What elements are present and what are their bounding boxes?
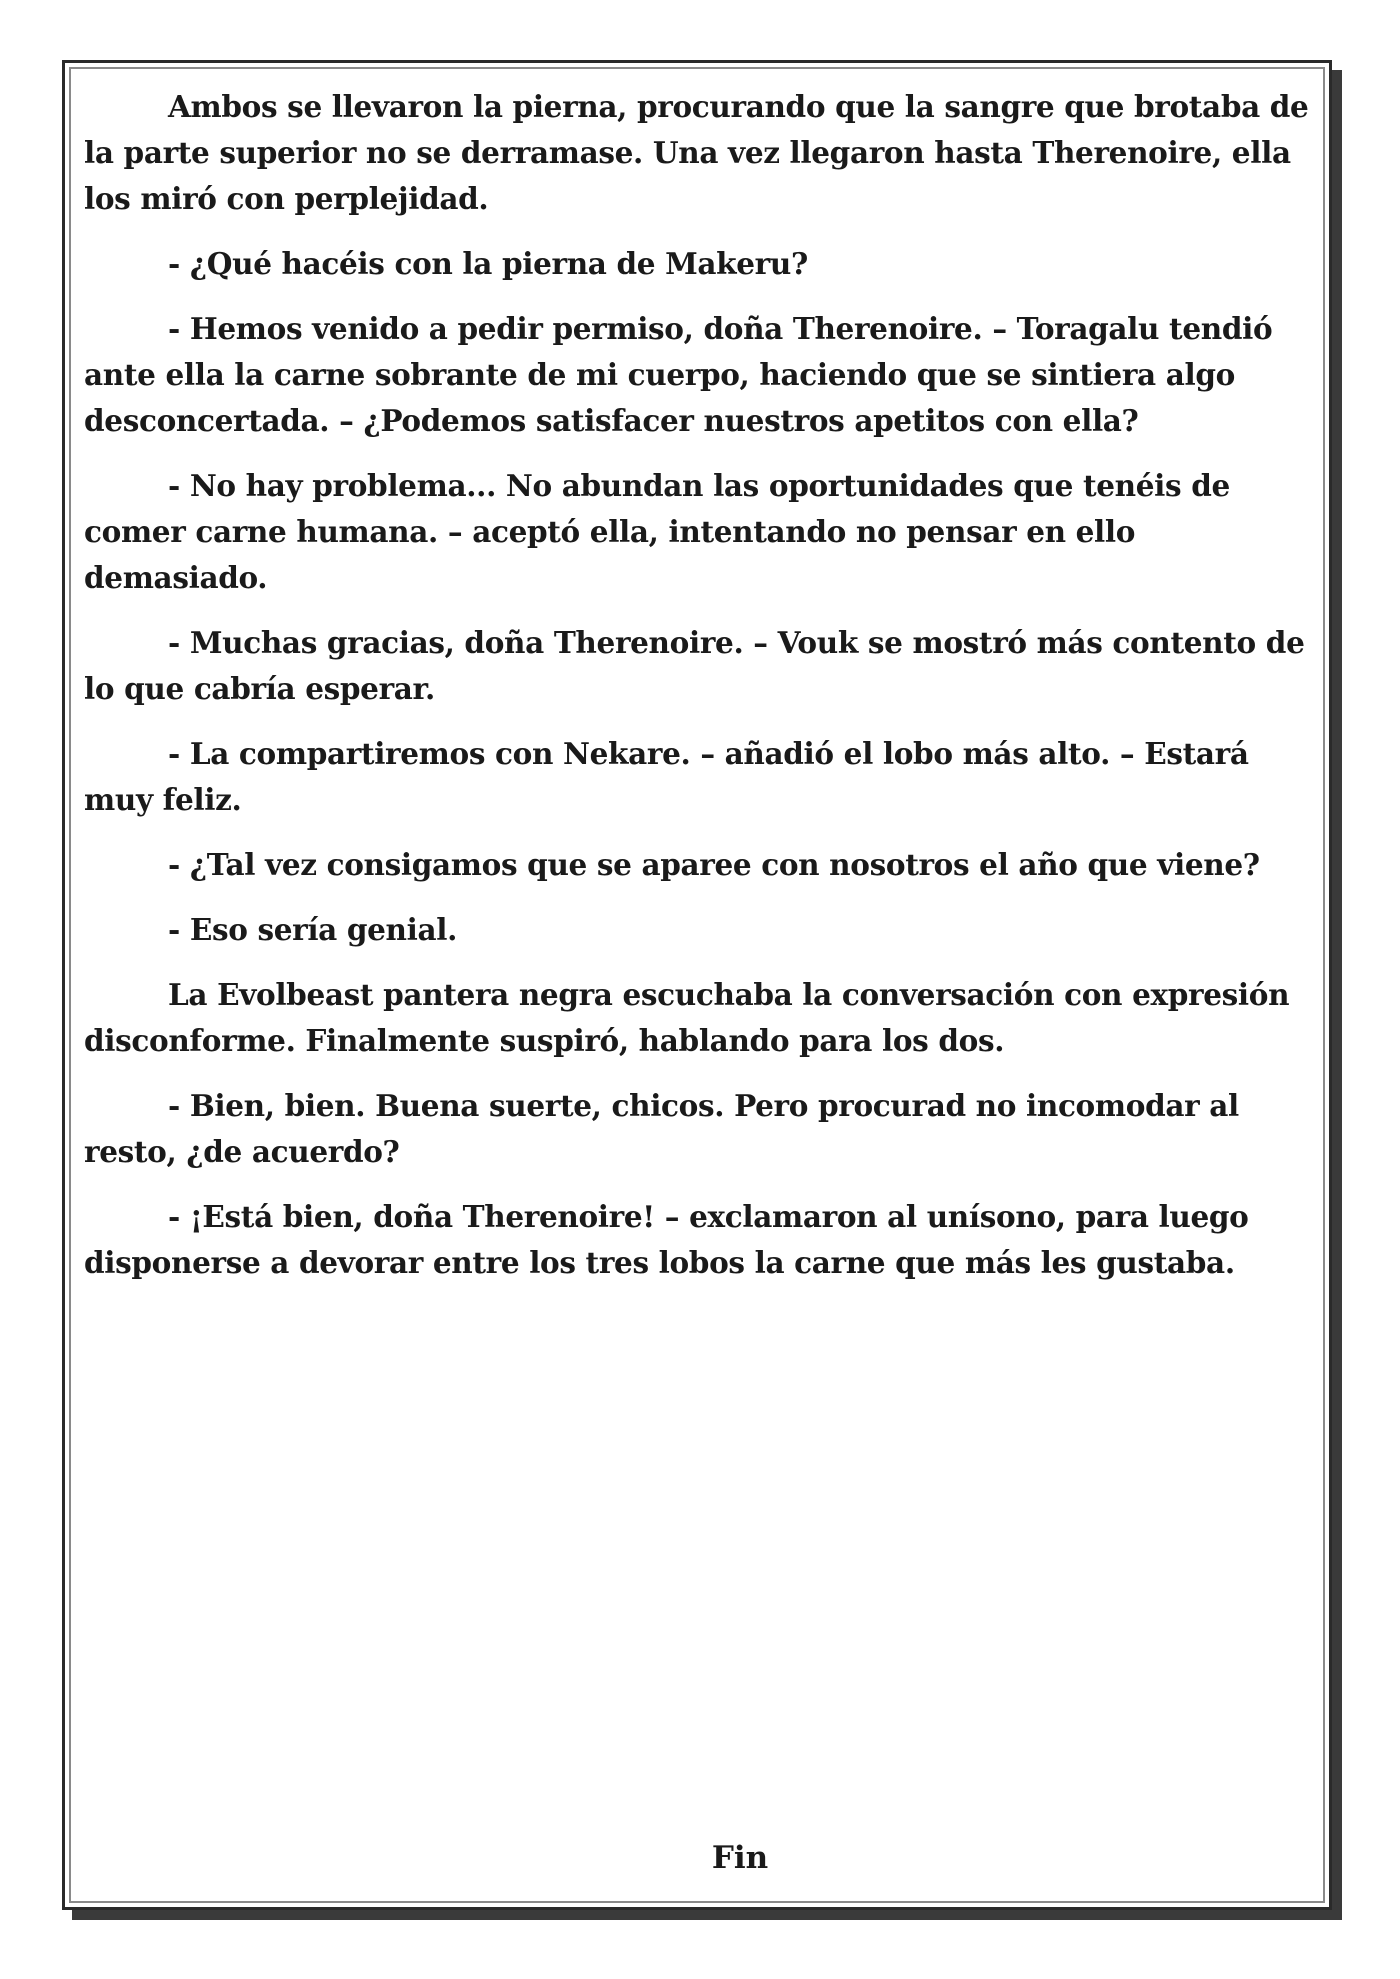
- paragraph: - ¿Qué hacéis con la pierna de Makeru?: [168, 246, 808, 281]
- paragraph: - Bien, bien. Buena suerte, chicos. Pero procurad no incomodar al resto, ¿de acuerdo?: [84, 1088, 1239, 1169]
- paragraph: - No hay problema... No abundan las oportunidades que tenéis de comer carne humana. – aceptó ella, intentando no pensar en ello demasiado.: [84, 468, 1230, 595]
- paragraph: - Muchas gracias, doña Therenoire. – Vouk se mostró más contento de lo que cabría esperar.: [84, 625, 1305, 706]
- paragraph: - ¡Está bien, doña Therenoire! – exclamaron al unísono, para luego disponerse a devorar entre los tres lobos la carne que más les gustaba.: [84, 1199, 1249, 1280]
- paragraph: La Evolbeast pantera negra escuchaba la conversación con expresión disconforme. Finalmente suspiró, hablando para los dos.: [84, 977, 1290, 1058]
- paragraph: - ¿Tal vez consigamos que se aparee con nosotros el año que viene?: [168, 847, 1260, 882]
- paragraph: Ambos se llevaron la pierna, procurando que la sangre que brotaba de la parte superior no se derramase. Una vez llegaron hasta Therenoire, ella los miró con perplejidad.: [84, 89, 1309, 216]
- paragraph: - Hemos venido a pedir permiso, doña Therenoire. – Toragalu tendió ante ella la carne sobrante de mi cuerpo, haciendo que se sintiera algo desconcertada. – ¿Podemos satisfacer nuestros apetitos con ella?: [84, 311, 1273, 438]
- paragraph: - La compartiremos con Nekare. – añadió el lobo más alto. – Estará muy feliz.: [84, 736, 1249, 817]
- document-body: [84, 84, 1314, 1305]
- closing-text: Fin: [711, 1840, 769, 1876]
- paragraph: - Eso sería genial.: [168, 912, 458, 947]
